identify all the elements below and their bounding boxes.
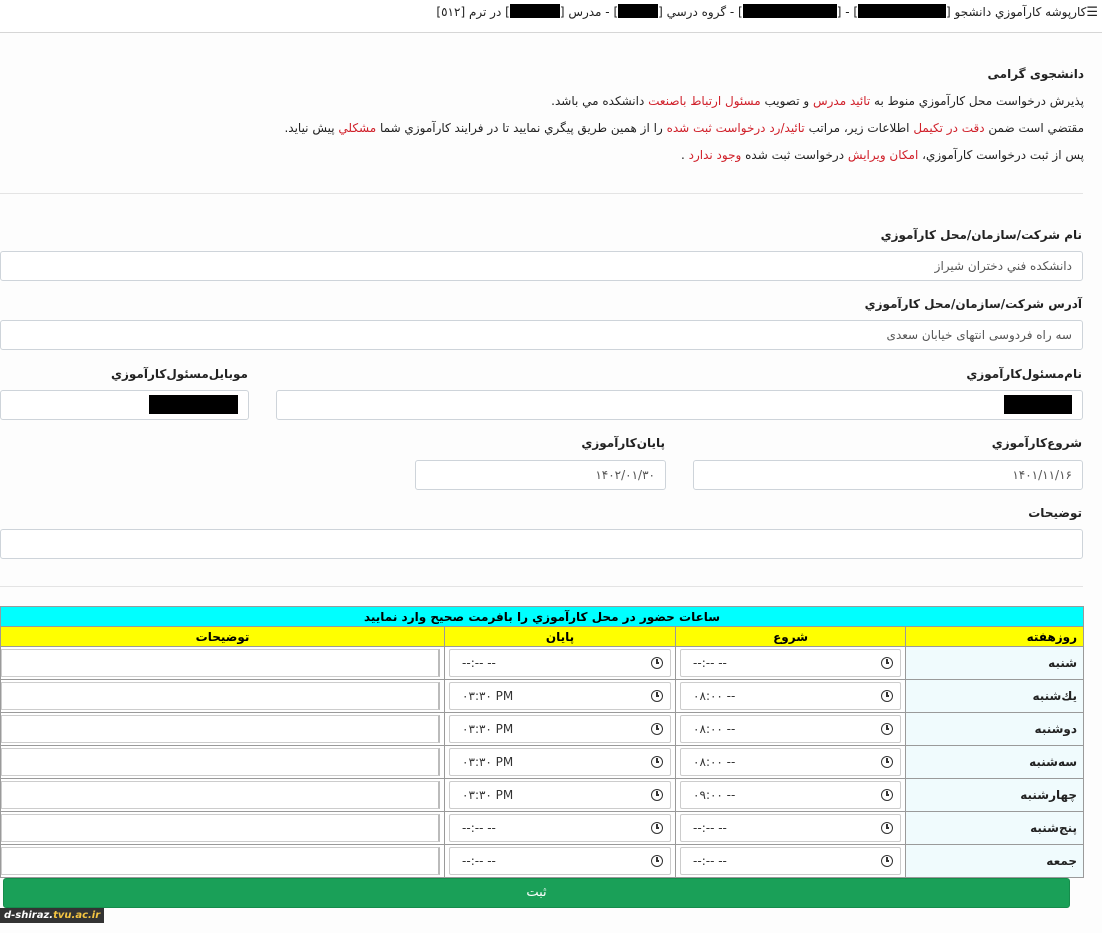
- table-row: [1, 812, 1084, 845]
- end-time-value: --:-- --: [462, 854, 496, 868]
- clock-icon[interactable]: [651, 690, 663, 702]
- end-time-value: --:-- --: [462, 821, 496, 835]
- day-cell: چهارشنبه: [906, 779, 1084, 812]
- menu-icon[interactable]: ☰: [1086, 5, 1098, 20]
- notice-box: [4, 67, 1084, 174]
- day-cell: پنج‌شنبه: [906, 812, 1084, 845]
- end-time-input[interactable]: [449, 682, 671, 710]
- start-date-input[interactable]: ۱۴۰۱/۱۱/۱۶: [693, 460, 1083, 490]
- clock-icon[interactable]: [651, 855, 663, 867]
- end-time-value: ۰۳:۳۰ PM: [462, 689, 514, 703]
- company-address-input[interactable]: سه راه فردوسی انتهای خیابان سعدی: [0, 320, 1083, 350]
- start-time-input[interactable]: [680, 682, 901, 710]
- end-time-value: --:-- --: [462, 656, 496, 670]
- table-row: [1, 647, 1084, 680]
- header-title: كارپوشه كارآموزي دانشجو: [954, 5, 1087, 19]
- clock-icon[interactable]: [651, 822, 663, 834]
- table-row: [1, 779, 1084, 812]
- start-time-value: ۰۸:۰۰ --: [693, 689, 736, 703]
- term-value: [٥١٢]: [436, 5, 466, 19]
- clock-icon[interactable]: [881, 690, 893, 702]
- start-time-value: ۰۸:۰۰ --: [693, 722, 736, 736]
- table-row: [1, 680, 1084, 713]
- teacher-label: مدرس: [568, 5, 602, 19]
- hours-caption: ساعات حضور در محل كارآموزي را بافرمت صحيح وارد نماييد: [1, 607, 1084, 627]
- end-time-value: ۰۳:۳۰ PM: [462, 722, 514, 736]
- day-cell: شنبه: [906, 647, 1084, 680]
- clock-icon[interactable]: [651, 657, 663, 669]
- end-time-input[interactable]: [449, 649, 671, 677]
- end-date-input[interactable]: ۱۴۰۲/۰۱/۳۰: [415, 460, 666, 490]
- row-notes-input[interactable]: [1, 682, 440, 710]
- start-time-value: ۰۹:۰۰ --: [693, 788, 736, 802]
- row-notes-input[interactable]: [1, 748, 440, 776]
- top-bar: [0, 0, 1102, 33]
- start-date-label: شروع‌كارآموزي: [991, 436, 1082, 450]
- start-time-input[interactable]: [680, 748, 901, 776]
- divider: [0, 586, 1083, 587]
- redacted-group: [618, 4, 658, 18]
- company-name-input[interactable]: دانشكده فني دختران شيراز: [0, 251, 1083, 281]
- supervisor-name-label: نام‌مسئول‌كارآموزي: [966, 367, 1082, 381]
- hours-header-row: [1, 627, 1084, 647]
- end-time-input[interactable]: [449, 814, 671, 842]
- redacted-supervisor-name: [1004, 395, 1072, 414]
- clock-icon[interactable]: [881, 789, 893, 801]
- clock-icon[interactable]: [881, 723, 893, 735]
- clock-icon[interactable]: [881, 855, 893, 867]
- end-time-input[interactable]: [449, 781, 671, 809]
- redacted-student-name: [858, 4, 946, 18]
- attendance-hours-table: [0, 606, 1084, 878]
- supervisor-name-input[interactable]: [276, 390, 1083, 420]
- clock-icon[interactable]: [651, 789, 663, 801]
- start-time-value: ۰۸:۰۰ --: [693, 755, 736, 769]
- start-time-input[interactable]: [680, 781, 901, 809]
- company-address-label: آدرس شركت/سازمان/محل كارآموزي: [864, 297, 1082, 311]
- clock-icon[interactable]: [881, 822, 893, 834]
- notice-title: دانشجوی گرامی: [987, 67, 1084, 81]
- table-row: [1, 713, 1084, 746]
- notice-line-1: پذيرش درخواست محل كارآموزي منوط به تائيد مدرس و تصويب مسئول ارتباط باصنعت دانشكده مي باشد.: [551, 94, 1084, 108]
- start-time-input[interactable]: [680, 715, 901, 743]
- redacted-course-name: [743, 4, 837, 18]
- start-time-input[interactable]: [680, 814, 901, 842]
- redacted-supervisor-mobile: [149, 395, 238, 414]
- notes-input[interactable]: [0, 529, 1083, 559]
- notes-label: توضيحات: [1028, 506, 1082, 520]
- row-notes-input[interactable]: [1, 847, 440, 875]
- row-notes-input[interactable]: [1, 715, 440, 743]
- day-cell: دوشنبه: [906, 713, 1084, 746]
- clock-icon[interactable]: [881, 756, 893, 768]
- notice-line-2: مقتضي است ضمن دقت در تكيمل اطلاعات زير، مراتب تائيد/رد درخواست ثبت شده را از همين طريق پيگري نماييد تا در فرايند كارآموزي شما مشكلي پيش نيايد.: [284, 121, 1084, 135]
- term-label: در ترم: [468, 5, 502, 19]
- row-notes-input[interactable]: [1, 814, 440, 842]
- day-cell: يك‌شنبه: [906, 680, 1084, 713]
- clock-icon[interactable]: [651, 723, 663, 735]
- notice-line-3: پس از ثبت درخواست كارآموزي، امكان ويرايش درخواست ثبت شده وجود ندارد .: [680, 148, 1084, 162]
- divider: [0, 193, 1083, 194]
- redacted-teacher: [510, 4, 560, 18]
- site-watermark: d-shiraz.tvu.ac.ir: [0, 908, 104, 923]
- page-breadcrumb: ☰كارپوشه كارآموزي دانشجو [] - [] - گروه درسي [] - مدرس [] در ترم [٥١٢]: [436, 5, 1098, 20]
- hours-body: [1, 647, 1084, 878]
- supervisor-mobile-input[interactable]: [0, 390, 249, 420]
- day-cell: سه‌شنبه: [906, 746, 1084, 779]
- end-date-label: پايان‌كارآموزي: [581, 436, 665, 450]
- row-notes-input[interactable]: [1, 781, 440, 809]
- table-row: [1, 746, 1084, 779]
- group-label: گروه درسي: [666, 5, 727, 19]
- start-time-value: --:-- --: [693, 656, 727, 670]
- start-time-input[interactable]: [680, 649, 901, 677]
- row-notes-input[interactable]: [1, 649, 440, 677]
- end-time-input[interactable]: [449, 748, 671, 776]
- header-start: شروع: [676, 627, 906, 647]
- clock-icon[interactable]: [881, 657, 893, 669]
- header-day: روزهفته: [906, 627, 1084, 647]
- start-time-input[interactable]: [680, 847, 901, 875]
- start-time-value: --:-- --: [693, 854, 727, 868]
- supervisor-mobile-label: موبايل‌مسئول‌كارآموزي: [110, 367, 248, 381]
- end-time-input[interactable]: [449, 715, 671, 743]
- start-time-value: --:-- --: [693, 821, 727, 835]
- end-time-value: ۰۳:۳۰ PM: [462, 788, 514, 802]
- header-end: پايان: [445, 627, 676, 647]
- end-time-value: ۰۳:۳۰ PM: [462, 755, 514, 769]
- header-notes: توضيحات: [1, 627, 445, 647]
- end-time-input[interactable]: [449, 847, 671, 875]
- day-cell: جمعه: [906, 845, 1084, 878]
- submit-button[interactable]: ثبت: [3, 878, 1070, 908]
- table-row: [1, 845, 1084, 878]
- company-name-label: نام شركت/سازمان/محل كارآموزي: [880, 228, 1082, 242]
- clock-icon[interactable]: [651, 756, 663, 768]
